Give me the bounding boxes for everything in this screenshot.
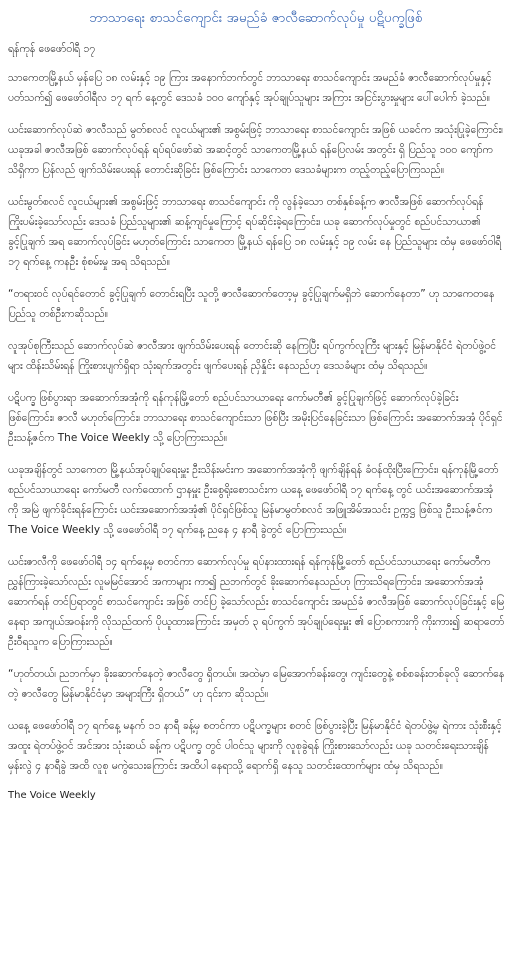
- article-paragraph-5: ပဋိပက္ခ ဖြစ်ပွားရာ အဆောက်အအုံကို ရန်ကုန်မြို့တော် စည်ပင်သာယာရေး ကော်မတီ၏ ခွင့်ပြုချက်ဖြင့် ဆောက်လုပ်ခဲ့ခြင်း ဖြစ်ကြောင်း၊ ဇာလီ မဟုတ်ကြောင်း၊ ဘာသာရေး စာသင်ကျောင်းသာ ဖြစ်ပြီး အမိုးပြင်နေခြင်းသာ ဖြစ်ကြောင်း အဆောက်အအုံ ပိုင်ရှင် ဦးသန့်ဇင်က The Voice Weekly သို့ ပြောကြားသည်။: [8, 392, 503, 444]
- article-paragraph-1: သာကေတမြို့နယ် မှန်ပြေ ၁၈ လမ်းနှင့် ၁၉ ကြား အနောက်ဘက်တွင် ဘာသာရေး စာသင်ကျောင်း အမည်ခံ ဇာလီဆောက်လုပ်မှုနှင့် ပတ်သက်၍ ဖေဖော်ဝါရီလ ၁၇ ရက် နေ့တွင် ဒေသခံ ၁၀၀ ကျော်နှင့် အုပ်ချုပ်သူများ အကြား အငြင်းပွားမှုများ ပေါ်ပေါက် ခဲ့သည်။: [8, 72, 492, 104]
- article-paragraph-8: ယနေ့ ဖေဖော်ဝါရီ ၁၇ ရက်နေ့ မနက် ၁၁ နာရီ ခန့်မှ စတင်ကာ ပဋိပက္ခများ စတင် ဖြစ်ပွားခဲ့ပြီး မြန်မာနိုင်ငံ ရဲတပ်ဖွဲ့မှ ရဲကား သုံးစီးနှင့် အထူး ရဲတပ်ဖွဲ့ဝင် အင်အား သုံးဆယ် ခန့်က ပဋိပက္ခ တွင် ပါဝင်သူ များကို လူစုခွဲရန် ကြိုးစားသော်လည်း ယခု သတင်းရေးသားချိန် မှန်းလွဲ ၄ နာရီခွဲ အထိ လူစု မကွဲသေးကြောင်း အထိပါ နေရာသို့ ရောက်ရှိ နေသူ သတင်းထောက်များ ထံမှ သိရသည်။: [8, 720, 502, 772]
- article-paragraph-2: ယင်းဆောက်လုပ်ဆဲ ဇာလီသည် မွတ်စလင် လူငယ်များ၏ အစွမ်းဖြင့် ဘာသာရေး စာသင်ကျောင်း အဖြစ် ယခင်က အသုံးပြုခဲ့ကြောင်း၊ ယခုအခါ ဇာလီအဖြစ် ဆောက်လုပ်ရန် ရပ်ရပ်ဖော်ဆဲ အဆင့်တွင် သာကေတမြို့နယ် ရန်ပြေလမ်း အတွင်း ရှိ ပြည်သူ ၁၀၀ ကျော်က သိရှိကာ ပြန်လည် ဖျက်သိမ်းပေးရန် တောင်းဆိုခြင်း ဖြစ်ကြောင်း သာကေတ ဒေသခံများက တည့်တည့်ပြောကြသည်။: [8, 124, 503, 176]
- article-headline: ဘာသာရေး စာသင်ကျောင်း အမည်ခံ ဇာလီဆောက်လုပ်မှု ပဋိပက္ခဖြစ်: [89, 10, 423, 26]
- article-paragraph-4: လူအုပ်စုကြီးသည် ဆောက်လုပ်ဆဲ ဇာလီအား ဖျက်သိမ်းပေးရန် တောင်းဆို နေကြပြီး ရပ်ကွက်လူကြီး များနှင့် မြန်မာနိုင်ငံ ရဲတပ်ဖွဲ့ဝင်များ ထိန်းသိမ်းရန် ကြိုးစားပျက်ရှိရာ သုံးရက်အတွင်း ဖျက်ပေးရန် ညှိနှိုင်း နေသည်ဟု ဒေသခံများ ထံမှ သိရသည်။: [8, 340, 497, 372]
- article-paragraph-3: ယင်းမွတ်စလင် လူငယ်များ၏ အစွမ်းဖြင့် ဘာသာရေး စာသင်ကျောင်း ကို လွန်ခဲ့သော တစ်နှစ်ခန့်က ဇာလီအဖြစ် ဆောက်လုပ်ရန် ကြိုးပမ်းခဲ့သော်လည်း ဒေသခံ ပြည်သူများ၏ ဆန့်ကျင်မှုကြောင့် ရပ်ဆိုင်းခဲ့ရကြောင်း၊ ယခု ဆောက်လုပ်မှုတွင် စည်ပင်သာယာ၏ ခွင့်ပြုချက် အရ ဆောက်လုပ်ခြင်း မဟုတ်ကြောင်း သာကေတ မြို့နယ် ရန်ပြေ ၁၈ လမ်းနှင့် ၁၉ လမ်း နေ ပြည်သူများ ထံမှ ဖေဖော်ဝါရီ ၁၇ ရက်နေ့ ကနဦး စုံစမ်းမှု အရ သိရသည်။: [8, 196, 502, 268]
- article-quote-2: “ဟုတ်တယ်၊ ညဘက်မှာ ခိုးဆောက်နေတဲ့ ဇာလီတွေ ရှိတယ်။ အထဲမှာ မြေအောက်ခန်းတွေ၊ ကျင်းတွေနဲ့ စစ်စခန်းတစ်ခုလို ဆောက်နေတဲ့ ဇာလီတွေ မြန်မာနိုင်ငံမှာ အများကြီး ရှိတယ်” ဟု ၎င်းက ဆိုသည်။: [8, 668, 505, 700]
- article-paragraph-6: ယခုအချိန်တွင် သာကေတ မြို့နယ်အုပ်ချုပ်ရေးမှူး ဦးသိန်းမင်းက အဆောက်အအုံကို ဖျက်ချိန်ရန် ခံဝန်ထိုးပြီးကြောင်း၊ ရန်ကုန်မြို့တော် စည်ပင်သာယာရေး ကော်မတီ လက်ထောက် ဌာနမှူး ဦးစွေရိုးစောသင်းက ယနေ့ ဖေဖော်ဝါရီ ၁၇ ရက်နေ့ တွင် ယင်းအဆောက်အအုံ ကို အမြဲ ဖျက်ခိုင်းရန်ကြောင်း ယင်းအဆောက်အအုံ၏ ပိုင်ရှင်ဖြစ်သူ မြန်မာမွတ်စလင် အဖြူအိမ်အသင်း ဥက္ကဋ္ဌ ဖြစ်သူ ဦးသန့်ဇင်က The Voice Weekly သို့ ဖေဖော်ဝါရီ ၁၇ ရက်နေ့ ညနေ ၄ နာရီ ခွဲတွင် ပြောကြားသည်။: [8, 464, 499, 536]
- article-quote-1: “တရားဝင် လုပ်ရင်တောင် ခွင့်ပြုချက် တောင်းရပြီး သူတို့ ဇာလီဆောက်တော့မှ ခွင့်ပြုချက်မရှိဘဲ ဆောက်နေတာ” ဟု သာကေတနေ ပြည်သူ တစ်ဦးကဆိုသည်။: [8, 288, 495, 320]
- article-source: The Voice Weekly: [8, 790, 96, 801]
- article-dateline: ရန်ကုန် ဖေဖော်ဝါရီ ၁၇: [8, 43, 96, 55]
- article-paragraph-7: ယင်းဇာလီကို ဖေဖော်ဝါရီ ၁၄ ရက်နေ့မှ စတင်ကာ ဆောက်လုပ်မှု ရပ်နားထားရန် ရန်ကုန်မြို့တော် စည်ပင်သာယာရေး ကော်မတီက ညွှန်ကြားခဲ့သော်လည်း လူမမြင်အောင် အကာများ ကာ၍ ညဘက်တွင် ခိုးဆောက်နေသည်ဟု ကြားသိရကြောင်း၊ အဆောက်အအုံ ဆောက်ရန် တင်ပြရာတွင် စာသင်ကျောင်း အဖြစ် တင်ပြ ခဲ့သော်လည်း စာသင်ကျောင်း အမည်ခံ ဇာလီအဖြစ် ဆောက်လုပ်ခြင်းနှင့် မြေနေရာ အကျယ်အဝန်းကို လိုသည်ထက် ပိုယူထားကြောင်း အမှတ် ၃ ရပ်ကွက် အုပ်ချုပ်ရေးမှူး ၏ ပြောစကားကို ကိုးကား၍ ဆရာတော် ဦးဝီရသူက ပြောကြားသည်။: [8, 556, 505, 648]
